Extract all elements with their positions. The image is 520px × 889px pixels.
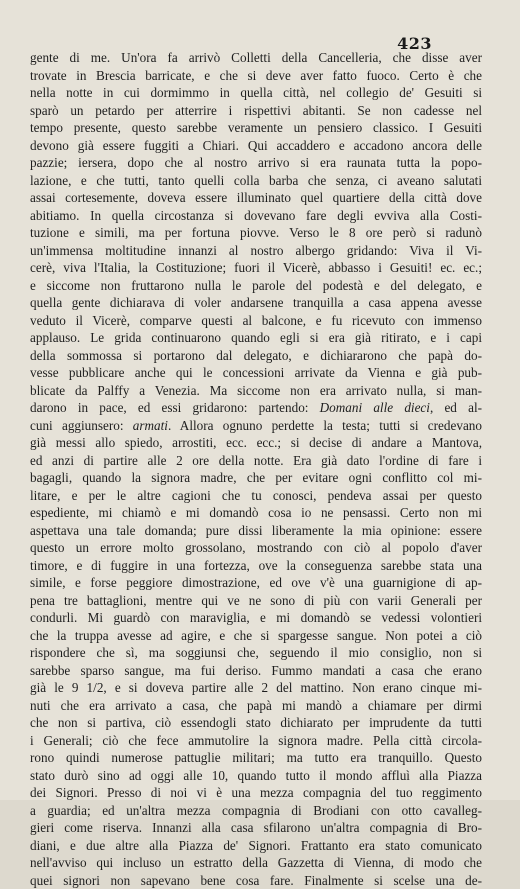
text-line: gente di me. Un'ora fa arrivò Colletti della Cancelleria, che disse aver	[30, 49, 482, 67]
text-line: che la truppa avesse ad agire, e che si spargesse sangue. Non potei a ciò	[30, 627, 482, 645]
text-line: quella gente dichiarava di voler andarsene tranquilla a casa appena avesse	[30, 294, 482, 312]
text-line: vesse pubblicare anche qui le concessioni arrivate da Vienna e già pub-	[30, 364, 482, 382]
text-line: diani, e due altre alla Piazza de' Signori. Frattanto era stato comunicato	[30, 837, 482, 855]
text-line: espediente, mi chiamò e mi domandò cosa io ne pensassi. Certo non mi	[30, 504, 482, 522]
text-line: già messi allo spiedo, arrostiti, ecc. ecc.; si decise di andare a Mantova,	[30, 434, 482, 452]
text-line: stato durò sino ad oggi alle 10, quando tutto il mondo affluì alla Piazza	[30, 767, 482, 785]
text-line: tempo presente, questo sarebbe veramente un pensiero classico. I Gesuiti	[30, 119, 482, 137]
text-line: gieri come riserva. Innanzi alla casa sfilarono un'altra compagnia di Bro-	[30, 819, 482, 837]
text-line: bagagli, quando la signora madre, che per evitare ogni conflitto col mi-	[30, 469, 482, 487]
text-line: veduto il Vicerè, comparve questi al balcone, e fu ricevuto con immenso	[30, 312, 482, 330]
text-line: i Generali; ciò che fece ammutolire la signora madre. Pella città circola-	[30, 732, 482, 750]
text-line: ed anzi di partire alle 2 ore della notte. Era già dato l'ordine di fare i	[30, 452, 482, 470]
text-line: quei signori non sapevano bene cosa fare. Finalmente si scelse una de-	[30, 872, 482, 889]
text-line: assai cortesemente, doveva essere illuminato quel quartiere della città dove	[30, 189, 482, 207]
text-line: nella notte in cui dormimmo in quella città, nel collegio de' Gesuiti si	[30, 84, 482, 102]
text-line: applauso. Le grida continuarono quando egli si era già ritirato, e i capi	[30, 329, 482, 347]
text-line: e siccome non fruttarono nulla le parole del podestà e del delegato, e	[30, 277, 482, 295]
text-line: simile, e forse peggiore dimostrazione, ed ove v'è una guarnigione di ap-	[30, 574, 482, 592]
text-line: cuni aggiunsero: armati. Allora ognuno perdette la testa; tutti si credevano	[30, 417, 482, 435]
text-line: che non si partiva, ciò essendogli stato dichiarato per imprudente da tutti	[30, 714, 482, 732]
text-line: darono in pace, ed essi gridarono: partendo: Domani alle dieci, ed al-	[30, 399, 482, 417]
text-line: pazzie; iersera, dopo che al nostro arrivo si era raunata tutta la popo-	[30, 154, 482, 172]
text-line: dei Signori. Presso di noi vi è una mezza compagnia del tuo reggimento	[30, 784, 482, 802]
text-line: aspettava una tale domanda; pure dissi liberamente la mia opinione: essere	[30, 522, 482, 540]
text-line: della sommossa si portarono dal delegato, e dichiararono che papà do-	[30, 347, 482, 365]
text-line: già le 9 1/2, e si doveva partire alle 2 del mattino. Non erano cinque mi-	[30, 679, 482, 697]
text-line: lazione, e che tutti, tanto quelli colla barba che senza, ci aveano salutati	[30, 172, 482, 190]
text-line: un'immensa moltitudine innanzi al nostro albergo gridando: Viva il Vi-	[30, 242, 482, 260]
text-line: tuzione e simili, ma per fortuna piovve. Verso le 8 ore però si radunò	[30, 224, 482, 242]
text-line: sparò un petardo per atterrire i rispettivi abitanti. Se non cadesse nel	[30, 102, 482, 120]
text-line: timore, e di fuggire in una fortezza, ove la conseguenza sarebbe stata una	[30, 557, 482, 575]
text-line: condurli. Mi guardò con maraviglia, e mi domandò se vedessi volontieri	[30, 609, 482, 627]
text-line: pena tre battaglioni, mentre qui ve ne sono di più con varii Generali per	[30, 592, 482, 610]
text-line: cerè, viva l'Italia, la Costituzione; fuori il Vicerè, abbasso i Gesuiti! ec. ec.;	[30, 259, 482, 277]
text-line: rispondere che sì, ma soggiunsi che, seguendo il mio consiglio, non si	[30, 644, 482, 662]
text-line: litare, e per le altre cagioni che tu conosci, pendeva assai per questo	[30, 487, 482, 505]
text-line: questo un errore molto grossolano, mostrando con ciò al popolo d'aver	[30, 539, 482, 557]
body-text	[30, 49, 482, 889]
text-line: a guardia; ed un'altra mezza compagnia di Brodiani con otto cavalleg-	[30, 802, 482, 820]
page-number: 423	[397, 34, 432, 53]
text-line: devono già essere fuggiti a Chiari. Qui accaddero e accadono ancora delle	[30, 137, 482, 155]
text-line: sarebbe sparso sangue, ma fui deriso. Fummo mandati a casa che erano	[30, 662, 482, 680]
text-line: abitiamo. In quella circostanza si dovevano fare degli evviva alla Costi-	[30, 207, 482, 225]
text-line: rono quindi numerose pattuglie militari; ma tutto era tranquillo. Questo	[30, 749, 482, 767]
text-line: blicate da Palffy a Venezia. Ma siccome non era arrivato nulla, si man-	[30, 382, 482, 400]
text-line: trovate in Brescia barricate, e che si deve aver fatto fuoco. Certo è che	[30, 67, 482, 85]
text-line: nell'avviso qui incluso un estratto della Gazzetta di Vienna, di modo che	[30, 854, 482, 872]
text-line: nuti che era arrivato a casa, che papà mi mandò a chiamare per dirmi	[30, 697, 482, 715]
